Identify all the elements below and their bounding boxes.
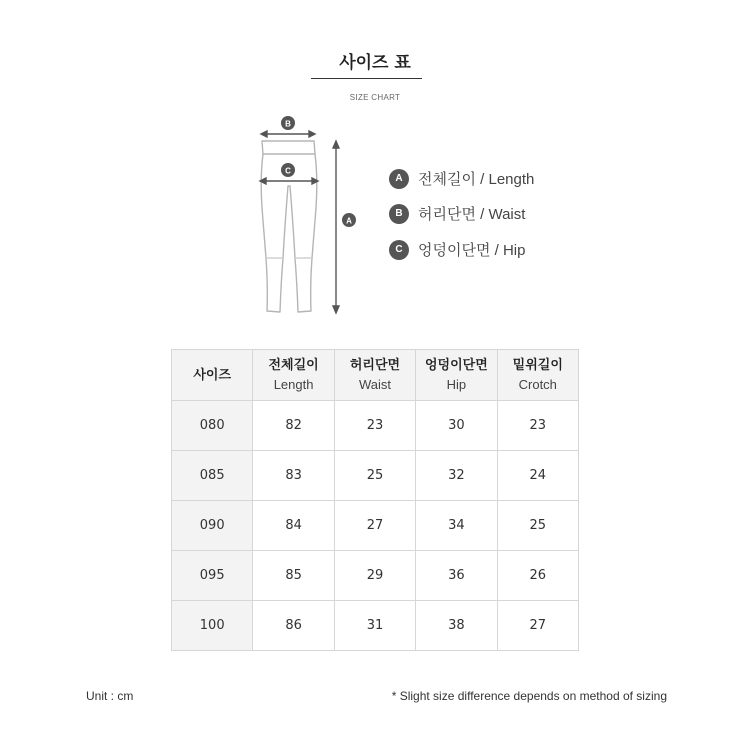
- legend-label-english: / Hip: [490, 242, 526, 259]
- page-title: 사이즈 표: [339, 53, 411, 73]
- length-cell: 86: [253, 601, 334, 651]
- crotch-cell: 24: [497, 451, 578, 501]
- crotch-cell: 23: [497, 401, 578, 451]
- hip-cell: 36: [416, 551, 497, 601]
- waist-cell: 25: [334, 451, 415, 501]
- header-crotch: 밑위길이 Crotch: [497, 350, 578, 401]
- table-row: [172, 501, 579, 551]
- size-cell: 090: [172, 501, 253, 551]
- size-cell: 080: [172, 401, 253, 451]
- legend-badge: A: [389, 169, 409, 189]
- size-cell: 100: [172, 601, 253, 651]
- legend-item-hip: [389, 239, 525, 260]
- header-waist: 허리단면 Waist: [334, 350, 415, 401]
- sizing-note: * Slight size difference depends on method of sizing: [391, 689, 667, 703]
- length-cell: 83: [253, 451, 334, 501]
- legend-item-waist: [389, 203, 525, 224]
- length-cell: 84: [253, 501, 334, 551]
- crotch-cell: 25: [497, 501, 578, 551]
- hip-measure-line: [260, 178, 318, 184]
- title-divider: [311, 78, 422, 79]
- waist-marker-letter: B: [285, 119, 291, 129]
- table-row: [172, 601, 579, 651]
- leggings-diagram: [240, 108, 370, 323]
- crotch-cell: 27: [497, 601, 578, 651]
- size-cell: 095: [172, 551, 253, 601]
- table-header-row: [172, 350, 579, 401]
- length-marker-letter: A: [346, 216, 352, 226]
- legend-label-korean: 엉덩이단면: [418, 241, 491, 259]
- unit-label: Unit : cm: [86, 689, 134, 703]
- hip-cell: 38: [416, 601, 497, 651]
- legend-label-english: / Waist: [475, 206, 526, 223]
- hip-cell: 32: [416, 451, 497, 501]
- legend-badge: B: [389, 204, 409, 224]
- length-measure-line: [333, 141, 339, 313]
- waist-cell: 31: [334, 601, 415, 651]
- header-size: 사이즈: [172, 350, 253, 401]
- waist-measure-line: [261, 131, 315, 137]
- legend-label-korean: 전체길이: [418, 170, 476, 188]
- length-cell: 85: [253, 551, 334, 601]
- legend-item-length: [389, 168, 534, 189]
- header-length: 전체길이 Length: [253, 350, 334, 401]
- hip-cell: 30: [416, 401, 497, 451]
- hip-marker-letter: C: [285, 166, 291, 176]
- hip-cell: 34: [416, 501, 497, 551]
- size-table: [171, 349, 579, 651]
- size-cell: 085: [172, 451, 253, 501]
- legend-badge: C: [389, 240, 409, 260]
- legend-label-english: / Length: [475, 171, 535, 188]
- waist-cell: 29: [334, 551, 415, 601]
- page-subtitle: SIZE CHART: [349, 93, 401, 102]
- waist-cell: 27: [334, 501, 415, 551]
- crotch-cell: 26: [497, 551, 578, 601]
- legend-label-korean: 허리단면: [418, 205, 476, 223]
- waist-cell: 23: [334, 401, 415, 451]
- table-row: [172, 551, 579, 601]
- header-hip: 엉덩이단면 Hip: [416, 350, 497, 401]
- length-cell: 82: [253, 401, 334, 451]
- table-row: [172, 401, 579, 451]
- table-row: [172, 451, 579, 501]
